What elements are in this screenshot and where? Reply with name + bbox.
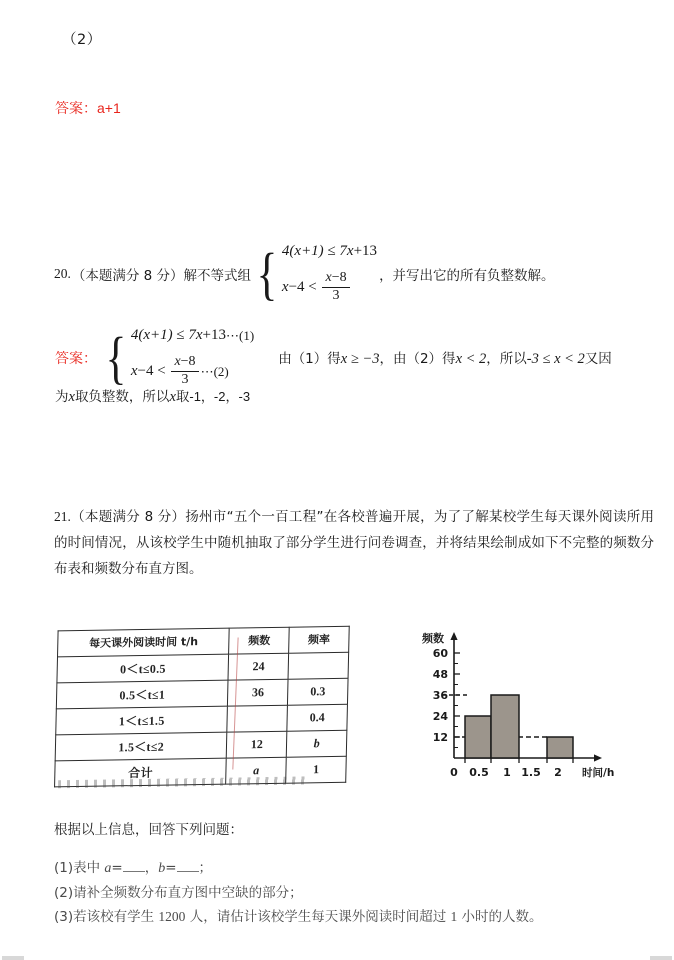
sub-question-1-eq2: = [165, 860, 177, 876]
frequency-distribution-table [54, 626, 358, 779]
y-axis-label: 频数 [422, 632, 444, 645]
sub-question-1-sep: ， [144, 860, 159, 876]
cell-count: 24 [228, 653, 288, 680]
problem-21-number: 21. [54, 509, 71, 524]
answer-value: a+1 [97, 100, 121, 116]
cell-range: 1.5＜t≤2 [55, 732, 227, 761]
blank-a[interactable] [123, 871, 145, 872]
sub-question-1-var-b: b [158, 861, 166, 876]
sub-question-3 [54, 905, 654, 929]
sub-questions-lead: 根据以上信息，回答下列问题： [54, 822, 243, 838]
bar-1.5-to-2 [547, 737, 573, 758]
cell-count: 36 [228, 679, 288, 706]
cell-range: 0＜t≤0.5 [57, 654, 229, 683]
line2-var-x1: x [68, 389, 75, 405]
sub-question-1-eq1: = [111, 860, 123, 876]
y-axis-arrow [450, 632, 457, 640]
sub-question-1-var-a: a [104, 861, 112, 876]
sub-question-3-text-b: 人，请估计该校学生每天课外阅读时间超过 [185, 909, 451, 925]
sub-question-1 [54, 856, 654, 881]
answer-20-label: 答案： [55, 350, 97, 367]
y-tick-marks [454, 653, 460, 748]
sub-question-3-number-2: 1 [450, 909, 458, 924]
cell-count [227, 705, 287, 732]
x-axis-label: 时间/h [582, 767, 615, 779]
system-row-2: x −4 < $\frac{x-8}{3}$ [282, 271, 377, 303]
header-count: 频数 [229, 627, 289, 654]
cell-total-rate: 1 [286, 756, 346, 783]
header-time-range: 每天课外阅读时间 t/h [58, 628, 230, 657]
answer-20 [55, 324, 612, 390]
header-rate: 频率 [289, 626, 349, 653]
reasoning-part-d: 又因 [584, 351, 612, 368]
y-tick-60: 60 [432, 647, 448, 660]
x-tick-0: 0 [450, 766, 458, 779]
page-edge-mark-left [2, 956, 24, 960]
sub-question-1-end: ； [198, 860, 213, 876]
sub-question-3-text-a: 若该校有学生 [73, 909, 159, 925]
problem-21-text: （本题满分 8 分）扬州市“五个一百工程”在各校普遍开展，为了了解某校学生每天课外阅读所用的时间情况，从该校学生中随机抽取了部分学生进行问卷调查，并将结果绘制成如下不完整的频数分布表和频数分布直方图。 [54, 509, 654, 577]
frequency-histogram [410, 620, 630, 790]
cell-range: 0.5＜t≤1 [56, 680, 228, 709]
x-tick-1.5: 1.5 [521, 766, 541, 779]
answer-20-reasoning [278, 347, 612, 368]
cell-total-label: 合计 [55, 758, 227, 787]
y-tick-12: 12 [432, 731, 448, 744]
cell-total-count: a [226, 757, 286, 784]
y-tick-24: 24 [432, 710, 448, 723]
previous-answer [55, 98, 121, 118]
sub-question-2 [54, 881, 654, 905]
fraction: $\frac{x-8}{3}$ [171, 355, 198, 387]
x-tick-1: 1 [503, 766, 511, 779]
sub-question-1-no: (1) [54, 860, 74, 876]
problem-20-prompt-prefix: （本题满分 8 分）解不等式组 [71, 267, 252, 284]
reasoning-part-b: ，由（2）得 [379, 351, 456, 368]
line2-part-b: 取负整数，所以 [74, 389, 170, 405]
problem-20-number: 20. [54, 265, 71, 281]
sub-question-1-text-a: 表中 [73, 860, 105, 876]
part-2-label: （2） [62, 32, 102, 48]
problem-20-system: { 4(x+1) ≤ 7x +13 x −4 < $\frac{x-8}{3}$ [256, 240, 378, 306]
sub-question-2-text: 请补全频数分布直方图中空缺的部分； [73, 885, 303, 901]
sub-question-2-no: (2) [54, 885, 74, 901]
x-axis-arrow [594, 754, 602, 761]
system-row-1: 4(x+1) ≤ 7x +13 [281, 243, 378, 259]
line2-part-a: 为 [55, 389, 69, 405]
cell-count: 12 [227, 731, 287, 758]
sub-questions [54, 818, 654, 929]
problem-21-statement [54, 504, 654, 582]
answer-label: 答案： [55, 101, 97, 117]
bar-0-to-0.5 [465, 716, 491, 758]
reasoning-part-c: ，所以 [486, 351, 527, 368]
figure-area [48, 620, 628, 790]
sub-question-3-text-c: 小时的人数。 [457, 909, 543, 925]
bar-0.5-to-1 [491, 695, 519, 758]
answer-20-line-2 [55, 385, 250, 406]
problem-20-statement [54, 240, 555, 306]
y-tick-48: 48 [432, 668, 448, 681]
cell-rate: b [286, 730, 346, 757]
line2-var-x2: x [169, 389, 176, 405]
reasoning-ineq-1: x ≥ −3 [340, 351, 380, 368]
sub-question-3-no: (3) [54, 909, 74, 925]
answer-system-row-2: x −4 < $\frac{x-8}{3}$ ⋯(2) [130, 354, 229, 387]
reasoning-part-a: 由（1）得 [278, 351, 341, 368]
line2-part-c: 取 [175, 389, 190, 405]
page-edge-mark-right [650, 956, 672, 960]
answer-system-row-1: 4(x+1) ≤ 7x +13 ⋯(1) [130, 327, 255, 343]
fraction: $\frac{x-8}{3}$ [322, 271, 349, 303]
cell-rate: 0.4 [287, 704, 347, 731]
cell-rate: 0.3 [288, 678, 348, 705]
reasoning-ineq-3: -3 ≤ x < 2 [526, 351, 585, 368]
cell-range: 1＜t≤1.5 [56, 706, 228, 735]
cell-rate [288, 652, 348, 679]
x-tick-2: 2 [554, 766, 562, 779]
sub-question-3-number: 1200 [158, 909, 186, 924]
x-tick-0.5: 0.5 [469, 766, 489, 779]
blank-b[interactable] [177, 871, 199, 872]
line2-values: -1，-2，-3 [189, 389, 251, 404]
problem-20-prompt-suffix: ，并写出它的所有负整数解。 [379, 267, 555, 284]
y-tick-36: 36 [432, 689, 448, 702]
freq-table [54, 626, 350, 788]
answer-20-system: { 4(x+1) ≤ 7x +13 ⋯(1) x −4 < $\frac{x-8}{3}$ ⋯(2) [105, 324, 255, 390]
histogram-svg [410, 620, 630, 790]
reasoning-ineq-2: x < 2 [455, 351, 487, 368]
